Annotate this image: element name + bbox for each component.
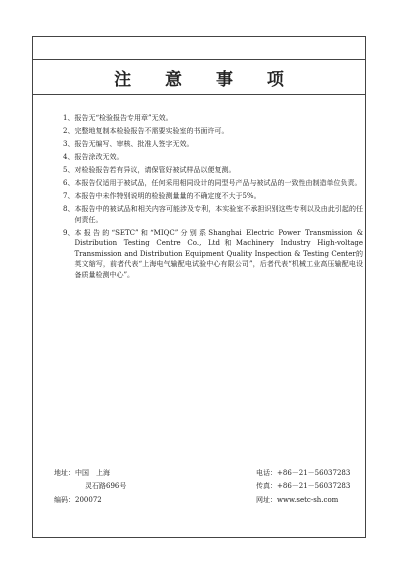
fax-number: +86－21－56037283	[277, 482, 351, 491]
contact-block	[256, 467, 350, 507]
notice-text: 完整地复制本检验报告不需要实验室的书面许可。	[74, 127, 229, 135]
phone-number: +86－21－56037283	[277, 469, 351, 477]
notice-item	[63, 228, 363, 281]
notice-number: 8、	[63, 205, 75, 213]
address-label: 地址：	[54, 469, 75, 477]
notice-text: 对检验报告若有异议，请保管好被试样品以便复测。	[74, 166, 236, 174]
notice-text: 报告无编写、审核、批准人签字无效。	[74, 140, 194, 148]
website-link[interactable]: www.setc-sh.com	[277, 495, 339, 504]
notice-text: 本报告中的被试品和相关内容可能涉及专利，本实验室不承担识别这些专利以及由此引起的任何责任。	[74, 205, 363, 224]
notice-text: 本报告的“SETC”和“MIQC”分别系Shanghai Electric Power Transmission & Distribution Testing Centre Co., Ltd和Machinery Industry High-voltage Transmission and Distribution Equipment Quality Inspection & Testing Center的英文缩写，前者代表“上海电气输配电试验中心有限公司”，后者代表“机械工业高压输配电设备质量检测中心”。	[74, 228, 363, 279]
notice-number: 2、	[63, 127, 75, 135]
notice-number: 6、	[63, 179, 75, 187]
notice-number: 9、	[63, 228, 75, 237]
address-block	[54, 467, 126, 507]
fax-label: 传真：	[256, 482, 277, 491]
notice-item	[63, 152, 363, 163]
notice-list	[63, 113, 363, 283]
notice-item	[63, 178, 363, 189]
address-line-2: 灵石路696号	[85, 482, 127, 491]
notice-number: 7、	[63, 192, 75, 200]
notice-frame	[32, 36, 366, 538]
notice-number: 3、	[63, 140, 75, 148]
notice-item	[63, 113, 363, 124]
website-label: 网址：	[256, 495, 277, 504]
notice-item	[63, 204, 363, 225]
page-title: 注 意 事 项	[114, 69, 298, 90]
notice-item	[63, 191, 363, 202]
notice-item	[63, 139, 363, 150]
address-line-1: 中国 上海	[75, 469, 110, 477]
notice-text: 本报告仅适用于被试品，任何采用相同设计的同型号产品与被试品的一致性由制造单位负责。	[74, 179, 362, 187]
notice-text: 报告无“检验报告专用章”无效。	[74, 114, 173, 122]
notice-number: 4、	[63, 153, 75, 161]
notice-item	[63, 126, 363, 137]
phone-label: 电话：	[256, 469, 277, 477]
notice-text: 报告涂改无效。	[74, 153, 124, 161]
notice-number: 1、	[63, 114, 75, 122]
postcode: 200072	[75, 495, 102, 504]
postcode-label: 编码：	[54, 495, 75, 504]
notice-item	[63, 165, 363, 176]
title-bar	[33, 59, 365, 95]
notice-number: 5、	[63, 166, 75, 174]
notice-text: 本报告中未作特别说明的检验测量量的不确定度不大于5%。	[74, 192, 261, 200]
